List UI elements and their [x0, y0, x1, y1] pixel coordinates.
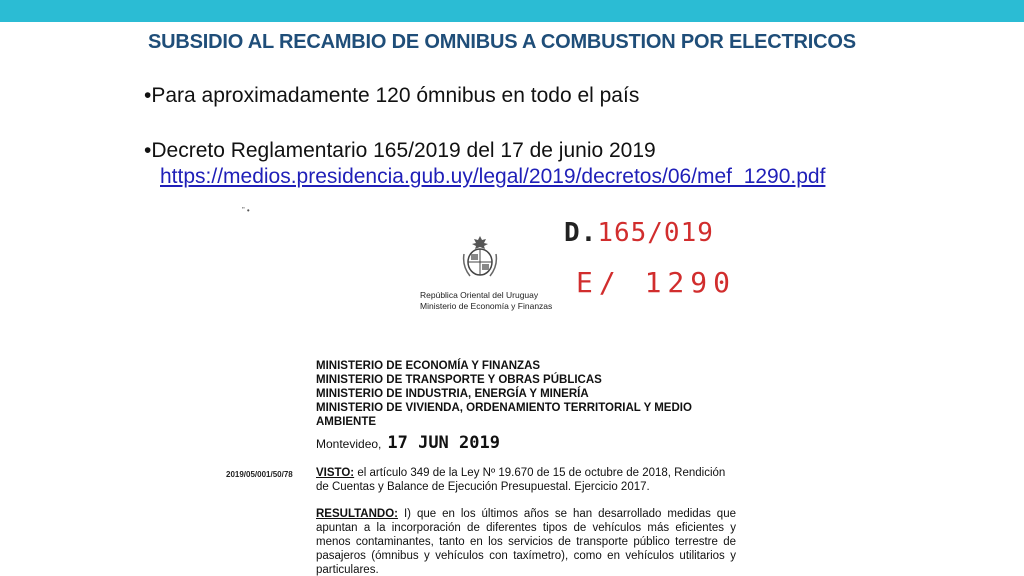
place-date [316, 433, 500, 453]
resultando-paragraph [316, 507, 736, 576]
reference-number: 2019/05/001/50/78 [226, 470, 293, 479]
coat-of-arms-icon [460, 234, 500, 280]
ministry-item: MINISTERIO DE ECONOMÍA Y FINANZAS [316, 360, 541, 372]
ministry-item: MINISTERIO DE INDUSTRIA, ENERGÍA Y MINERÍA [316, 388, 589, 400]
date-stamp: 17 JUN 2019 [387, 433, 500, 453]
letterhead [420, 290, 552, 312]
top-accent-bar [0, 0, 1024, 22]
stamp-prefix: D. [564, 218, 598, 248]
ministry-line: Ministerio de Economía y Finanzas [420, 301, 553, 311]
visto-label: VISTO: [316, 467, 355, 479]
ministries-list [316, 359, 708, 429]
decree-document-image [222, 198, 742, 576]
slide-title: SUBSIDIO AL RECAMBIO DE OMNIBUS A COMBUSTION POR ELECTRICOS [148, 31, 856, 53]
ministry-item: MINISTERIO DE TRANSPORTE Y OBRAS PÚBLICAS [316, 374, 602, 386]
republic-line: República Oriental del Uruguay [420, 290, 539, 300]
decree-number-stamp [564, 218, 714, 248]
resultando-text: I) que en los últimos años se han desarrollado medidas que apuntan a la incorporación de diferentes tipos de vehículos más eficientes y menos contaminantes, tanto en los servicios de transporte público terrestre de pasajeros (ómnibus y vehículos con taxímetro), como en vehículos utilitarios y particulares. [316, 508, 736, 576]
visto-text: el artículo 349 de la Ley Nº 19.670 de 15 de octubre de 2018, Rendición de Cuentas y Balance de Ejecución Presupuestal. Ejercicio 2017. [316, 467, 726, 493]
corner-mark: ” • [242, 206, 250, 215]
place: Montevideo, [316, 437, 382, 451]
decree-link[interactable]: https://medios.presidencia.gub.uy/legal/2019/decretos/06/mef_1290.pdf [160, 165, 826, 188]
stamp-number: 165/019 [597, 218, 714, 248]
ministry-item: MINISTERIO DE VIVIENDA, ORDENAMIENTO TERRITORIAL Y MEDIO AMBIENTE [316, 402, 692, 428]
file-number-stamp: E/ 1290 [576, 266, 737, 299]
bullet-decree: •Decreto Reglamentario 165/2019 del 17 de junio 2019 [144, 139, 656, 162]
visto-paragraph [316, 466, 736, 494]
resultando-label: RESULTANDO: [316, 508, 398, 520]
bullet-omnibus-count: •Para aproximadamente 120 ómnibus en todo el país [144, 84, 640, 107]
